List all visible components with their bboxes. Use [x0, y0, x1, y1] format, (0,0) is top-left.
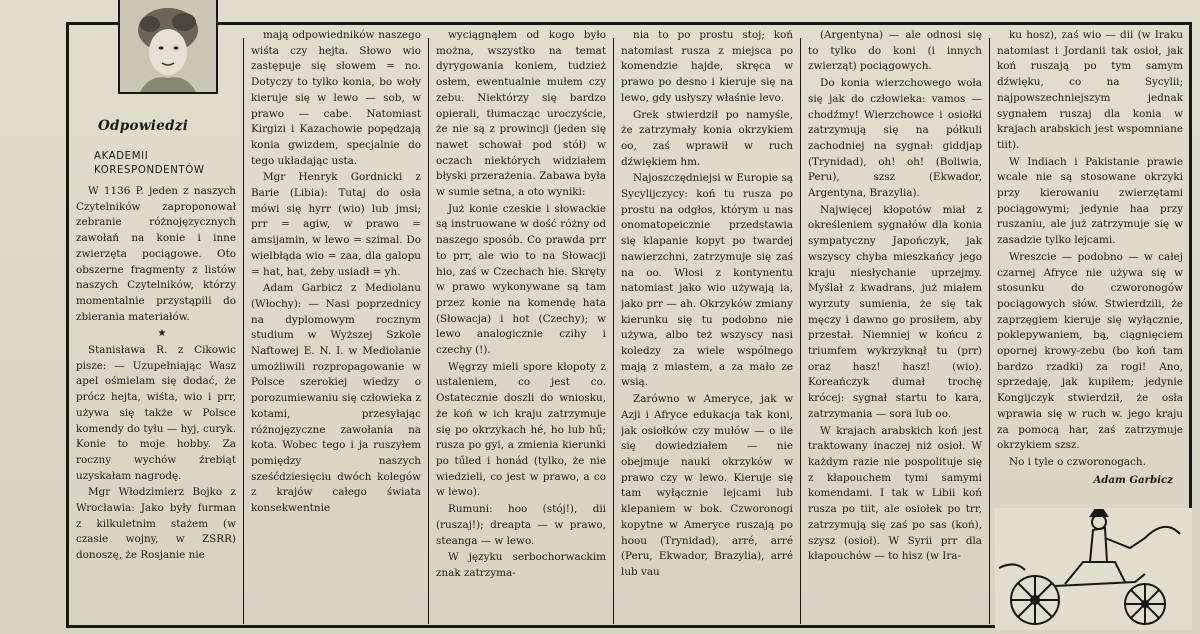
paragraph: Najwięcej kłopotów miał z określeniem sygnałów dla konia sympatyczny Japończyk, jak wszyscy chyba mieszkańcy jego kraju niesłychanie uprzejmy. Myślał z kwadrans, już miałem wyrzuty sumienia, że się tak męczy i dawno go prosiłem, aby przestał. Niemniej w końcu z triumfem wykrzyknął tu (prr) oraz hasz! hasz! (wio). Koreańczyk dumał trochę krócej: sygnał startu to kara, zatrzymania — sora lub oo. — [808, 203, 982, 420]
column-1 — [76, 184, 236, 624]
star-separator: ★ — [157, 328, 167, 340]
paragraph: Adam Garbicz z Mediolanu (Włochy): — Nasi poprzednicy na dyplomowym rocznym studium w Wyższej Szkole Naftowej E. N. I. w Mediolanie umożliwili rozpropagowanie w Polsce szerokiej wiedzy o porozumiewaniu się człowieka z kotami, przesyłając różnojęzyczne zawołania na kota. Wobec tego i ja ruszyłem pomiędzy naszych sześćdziesięciu dwóch kolegów z krajów całego świata konsekwentnie — [251, 282, 421, 515]
column-5 — [808, 28, 982, 624]
column-rule — [243, 38, 244, 624]
paragraph: Już konie czeskie i słowackie są instruowane w dość różny od naszego sposób. Co prawda prr to prr, ale wio to na Słowacji hio, zaś w Czechach hie. Skręty w prawo wykonywane są tam przez konie na komendę hata (Słowacja) i hot (Czechy); w lewo analogicznie czihy i czechy (!). — [436, 202, 606, 357]
column-rule — [800, 38, 801, 624]
column-rule — [989, 38, 990, 624]
paragraph: ku hosz), zaś wio — dii (w Iraku natomiast i Jordanii tak osioł, jak koń ruszają po tym samym dźwięku, co na Sycylii; najpowszechniejszym jednak sygnałem ruszaj dla konia w krajach arabskich jest wspomniane tiit). — [997, 29, 1183, 151]
subtitle-line: KORESPONDENTÓW — [94, 165, 205, 176]
paragraph: Grek stwierdził po namyśle, że zatrzymały konia okrzykiem oo, zaś wprawił w ruch dźwiękiem hm. — [621, 108, 793, 168]
paragraph: Węgrzy mieli spore kłopoty z ustaleniem, co jest co. Ostatecznie doszli do wniosku, że koń w ich kraju zatrzymuje się po okrzykach hé, ho lub hű; rusza po gyi, a zmienia kierunki po tűled i honád (tylko, że nie wiedzieli, co jest w prawo, a co w lewo). — [436, 360, 606, 499]
paragraph: (Argentyna) — ale odnosi się to tylko do koni (i innych zwierząt) pociągowych. — [808, 29, 982, 73]
column-4 — [621, 28, 793, 624]
cart-illustration — [995, 508, 1192, 630]
paragraph: Rumuni: hoo (stój!), dii (ruszaj!); dreapta — w prawo, steanga — w lewo. — [436, 503, 606, 547]
paragraph: wyciągnąłem od kogo było można, wszystko na temat dyrygowania koniem, tudzież osłem, ewentualnie mułem czy zebu. Niektórzy się bardzo opierali, tłumacząc uroczyście, że nie są z prowincji (jeden się nawet schował pod stół) w oczach niektórych widziałem błyski przerażenia. Zabawa była w sumie setna, a oto wyniki: — [436, 29, 606, 199]
paragraph: Mgr Włodzimierz Bojko z Wrocławia: Jako były furman z kilkuletnim stażem (w czasie wojny, w ZSRR) donoszę, że Rosjanie nie — [76, 486, 236, 562]
paragraph: Mgr Henryk Gordnicki z Barie (Libia): Tutaj do osła mówi się hyrr (wio) lub jmsi; prr = agiw, w prawo = amsijamin, w lewo = szimal. Do wielbłąda wio = zaa, dla galopu = hat, hat, żeby usiadł = yh. — [251, 171, 421, 278]
paragraph: Wreszcie — podobno — w całej czarnej Afryce nie używa się w stosunku do czworonogów pociągowych słów. Stwierdzili, że zaprzęgiem kieruje się wyłącznie, poklepywaniem, bą, ciągnięciem opornej krowy-zebu (bo koń tam bardzo rzadki) za rogi! Ano, sprzedaję, jak kupiłem; jedynie Kongijczyk stwierdził, że osła wprawia się w ruch w. jego kraju za pomocą har, zaś zatrzymuje okrzykiem szsz. — [997, 250, 1183, 452]
portrait-image — [118, 0, 218, 94]
column-rule — [613, 38, 614, 624]
paragraph: No i tyle o czworonogach. — [1009, 455, 1146, 468]
paragraph: W krajach arabskich koń jest traktowany inaczej niż osioł. W każdym razie nie pospolituje się z kłapouchem tymi samymi komendami. I tak w Libii koń rusza po tiit, ale osiołek po trr, zatrzymują się zaś po sas (koń), szysz (osioł). W Syrii prr dla kłapouchów — to hisz (w Ira- — [808, 424, 982, 563]
section-subtitle — [94, 150, 205, 178]
paragraph: W Indiach i Pakistanie prawie wcale nie są stosowane okrzyki przy kierowaniu zwierzętami pociągowymi; jedynie haa przy ruszaniu, ale już zatrzymuje się w zasadzie tylko lejcami. — [997, 155, 1183, 247]
paragraph: Do konia wierzchowego woła się jak do człowieka: vamos — chodźmy! Wierzchowce i osiołki zatrzymują się na półkuli zachodniej na sygnał: giddjap (Trynidad), oh! oh! (Boliwia, Peru), szsz (Ekwador, Argentyna, Brazylia). — [808, 77, 982, 200]
paragraph: W 1136 P. jeden z naszych Czytelników zaproponował zebranie różnojęzycznych zawołań na konie i inne zwierzęta pociągowe. Oto obszerne fragmenty z listów naszych Czytelników, którzy momentalnie przystąpili do zbierania materiałów. — [76, 185, 236, 323]
section-title: Odpowiedzi — [98, 118, 189, 134]
paragraph: nia to po prostu stoj; koń natomiast rusza z miejsca po komendzie hajde, skręca w prawo po desno i kieruje się na lewo, gdy usłyszy właśnie levo. — [621, 29, 793, 104]
column-2 — [251, 28, 421, 624]
paragraph: Stanisława R. z Cikowic pisze: — Uzupełniając Wasz apel ośmielam się dodać, że prócz hejta, wiśta, wio i prr, używa się także w Polsce komendy do tyłu — hyj, curyk. Konie to moje hobby. Za roczny wychów źrebiąt uzyskałam nagrodę. — [76, 344, 236, 482]
paragraph: W języku serbochorwackim znak zatrzyma- — [436, 551, 606, 579]
column-6 — [997, 28, 1183, 508]
paragraph: Zarówno w Ameryce, jak w Azji i Afryce edukacja tak koni, jak osiołków czy mułów — o ile się dowiedziałem — nie obejmuje nauki okrzyków w prawo czy w lewo. Kieruje się tam wyłącznie lejcami lub klepaniem w bok. Czworonogi kopytne w Ameryce ruszają po hoou (Trynidad), arré, arré (Peru, Ekwador, Brazylia), arré lub vau — [621, 393, 793, 578]
subtitle-line: AKADEMII — [94, 151, 149, 162]
author-signature: Adam Garbicz — [1093, 473, 1173, 486]
column-rule — [428, 38, 429, 624]
column-3 — [436, 28, 606, 624]
paragraph: mają odpowiedników naszego wiśta czy hejta. Słowo wio zastępuje się słowem = no. Dotyczy to tylko konia, bo woły kieruje się w lewo — sob, w prawo — cabe. Natomiast Kirgizi i Kazachowie popędzają konia gwizdem, specjalnie do tego układając usta. — [251, 29, 421, 167]
paragraph: Najoszczędniejsi w Europie są Sycylijczycy: koń tu rusza po prostu na odgłos, którym u nas onomatopeicznie przedstawia się klapanie kopyt po twardej nawierzchni, zatrzymuje się zaś na oo. Włosi z kontynentu natomiast jako wio używają ia, jako prr — ah. Okrzyków zmiany kierunku się tu podobno nie używa, albo też wszyscy nasi koledzy za wiele wspólnego mają z miastem, a za mało ze wsią. — [621, 172, 793, 389]
